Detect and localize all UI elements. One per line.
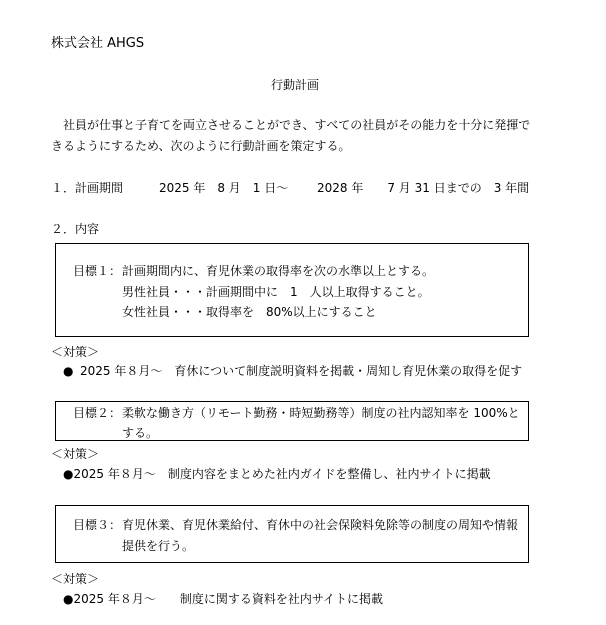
intro-line-2: きるようにするため、次のように行動計画を策定する。 [51, 139, 351, 153]
measures-3-heading: ＜対策＞ [51, 572, 100, 586]
goal-3-line-1: 育児休業、育児休業給付、育休中の社会保険料免除等の制度の周知や情報 [122, 518, 519, 532]
intro-line-1: 社員が仕事と子育てを両立させることができ、すべての社員がその能力を十分に発揮で [63, 118, 531, 132]
measures-3-item: ●2025 年８月〜 制度に関する資料を社内サイトに掲載 [63, 592, 383, 606]
goal-3-label: 目標３： [73, 518, 122, 532]
measures-1-item: 2025 年８月〜 育休について制度説明資料を掲載・周知し育児休業の取得を促す [80, 364, 523, 378]
measures-1-bullet: ● [63, 364, 74, 378]
goal-1-label: 目標１： [73, 264, 122, 278]
goal-2-line-1: 柔軟な働き方（リモート勤務・時短勤務等）制度の社内認知率を 100%と [122, 406, 520, 420]
measures-2-item: ●2025 年８月〜 制度内容をまとめた社内ガイドを整備し、社内サイトに掲載 [63, 467, 491, 481]
goal-3-line-2: 提供を行う。 [122, 539, 195, 553]
period-heading: １．計画期間 [51, 181, 124, 195]
goal-1-female: 女性社員・・・取得率を 80%以上にすること [122, 305, 377, 319]
goal-1-text: 計画期間内に、育児休業の取得率を次の水準以上とする。 [122, 264, 435, 278]
goal-2-line-2: する。 [122, 426, 159, 440]
measures-1-heading: ＜対策＞ [51, 345, 100, 359]
goal-3-box [55, 505, 529, 563]
goal-2-label: 目標２： [73, 406, 122, 420]
period-end: 2028 年 7 月 31 日までの 3 年間 [317, 181, 530, 195]
content-heading: ２．内容 [51, 222, 100, 236]
goal-1-male: 男性社員・・・計画期間中に 1 人以上取得すること。 [122, 285, 430, 299]
document-title: 行動計画 [271, 78, 320, 92]
period-start: 2025 年 8 月 1 日〜 [159, 181, 289, 195]
company-name: 株式会社 AHGS [51, 36, 145, 51]
measures-2-heading: ＜対策＞ [51, 447, 100, 461]
